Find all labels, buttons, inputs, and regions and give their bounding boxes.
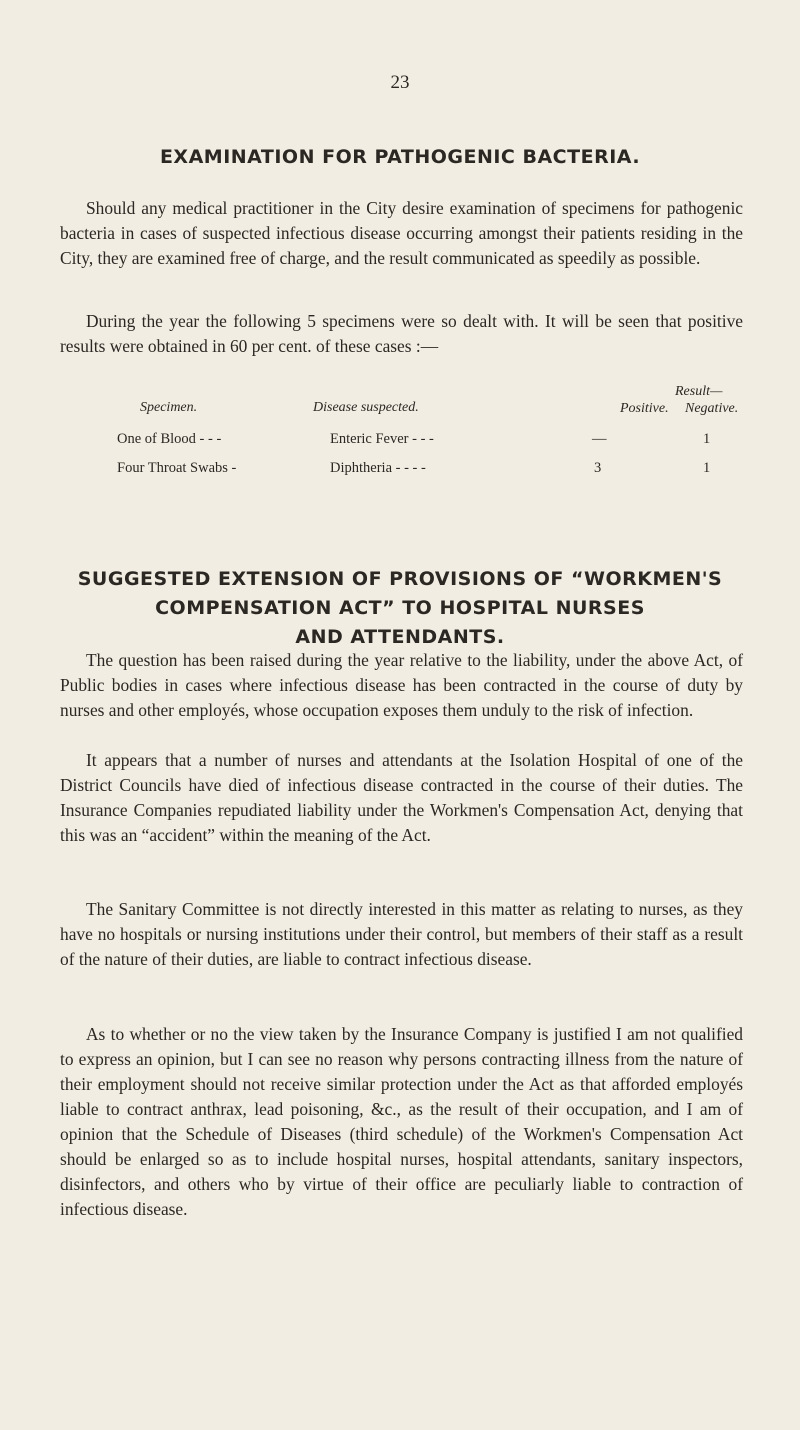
row2-negative: 1: [703, 460, 711, 476]
row2-specimen: Four Throat Swabs -: [117, 460, 237, 476]
row2-positive: 3: [594, 460, 602, 476]
section1-title: EXAMINATION FOR PATHOGENIC BACTERIA.: [159, 146, 641, 168]
section1-paragraph-1: Should any medical practitioner in the City desire examination of specimens for pathogenic bacteria in cases of suspected infectious disease occurring amongst their patients residing in the City, they are examined free of charge, and the result communicated as speedily as possible.: [60, 198, 743, 268]
header-specimen: Specimen.: [140, 400, 198, 415]
section1-paragraph-2: During the year the following 5 specimens were so dealt with. It will be seen that positive results were obtained in 60 per cent. of these cases :—: [60, 311, 743, 356]
row1-disease: Enteric Fever - - -: [330, 431, 434, 447]
section2-paragraph-3: The Sanitary Committee is not directly interested in this matter as relating to nurses, as they have no hospitals or nursing institutions under their control, but members of their staff as a result of the nature of their duties, are liable to contract infectious disease.: [60, 899, 743, 969]
page-number: 23: [390, 72, 410, 93]
row2-disease: Diphtheria - - - -: [330, 460, 426, 476]
header-negative: Negative.: [685, 401, 739, 416]
section2-paragraph-2: It appears that a number of nurses and attendants at the Isolation Hospital of one of the District Councils have died of infectious disease contracted in the course of their duties. The Insurance Companies repudiated liability under the Workmen's Compensation Act, denying that this was an “accident” within the meaning of the Act.: [60, 750, 743, 845]
section2-paragraph-4: As to whether or no the view taken by the Insurance Company is justified I am not qualified to express an opinion, but I can see no reason why persons contracting illness from the nature of their employment should not receive similar protection under the Act as that afforded employés liable to contract anthrax, lead poisoning, &c., as the result of their occupation, and I am of opinion that the Schedule of Diseases (third schedule) of the Workmen's Compensation Act should be enlarged so as to include hospital nurses, hospital attendants, sanitary inspectors, disinfectors, and others who by virtue of their office are peculiarly liable to contraction of infectious disease.: [60, 1024, 743, 1219]
section2-title-line-3: AND ATTENDANTS.: [295, 626, 505, 648]
section2-title: [60, 565, 740, 652]
row1-specimen: One of Blood - - -: [117, 431, 222, 447]
section2-title-line-1: SUGGESTED EXTENSION OF PROVISIONS OF “WORKMEN'S: [77, 568, 723, 590]
row1-positive: —: [592, 431, 607, 447]
header-positive: Positive.: [620, 401, 669, 416]
header-result: Result—: [675, 384, 723, 399]
row1-negative: 1: [703, 431, 711, 447]
section2-paragraph-1: The question has been raised during the year relative to the liability, under the above Act, of Public bodies in cases where infectious disease has been contracted in the course of duty by nurses and other employés, whose occupation exposes them unduly to the risk of infection.: [60, 650, 743, 720]
header-disease: Disease suspected.: [313, 400, 419, 415]
section2-title-line-2: COMPENSATION ACT” TO HOSPITAL NURSES: [155, 597, 645, 619]
